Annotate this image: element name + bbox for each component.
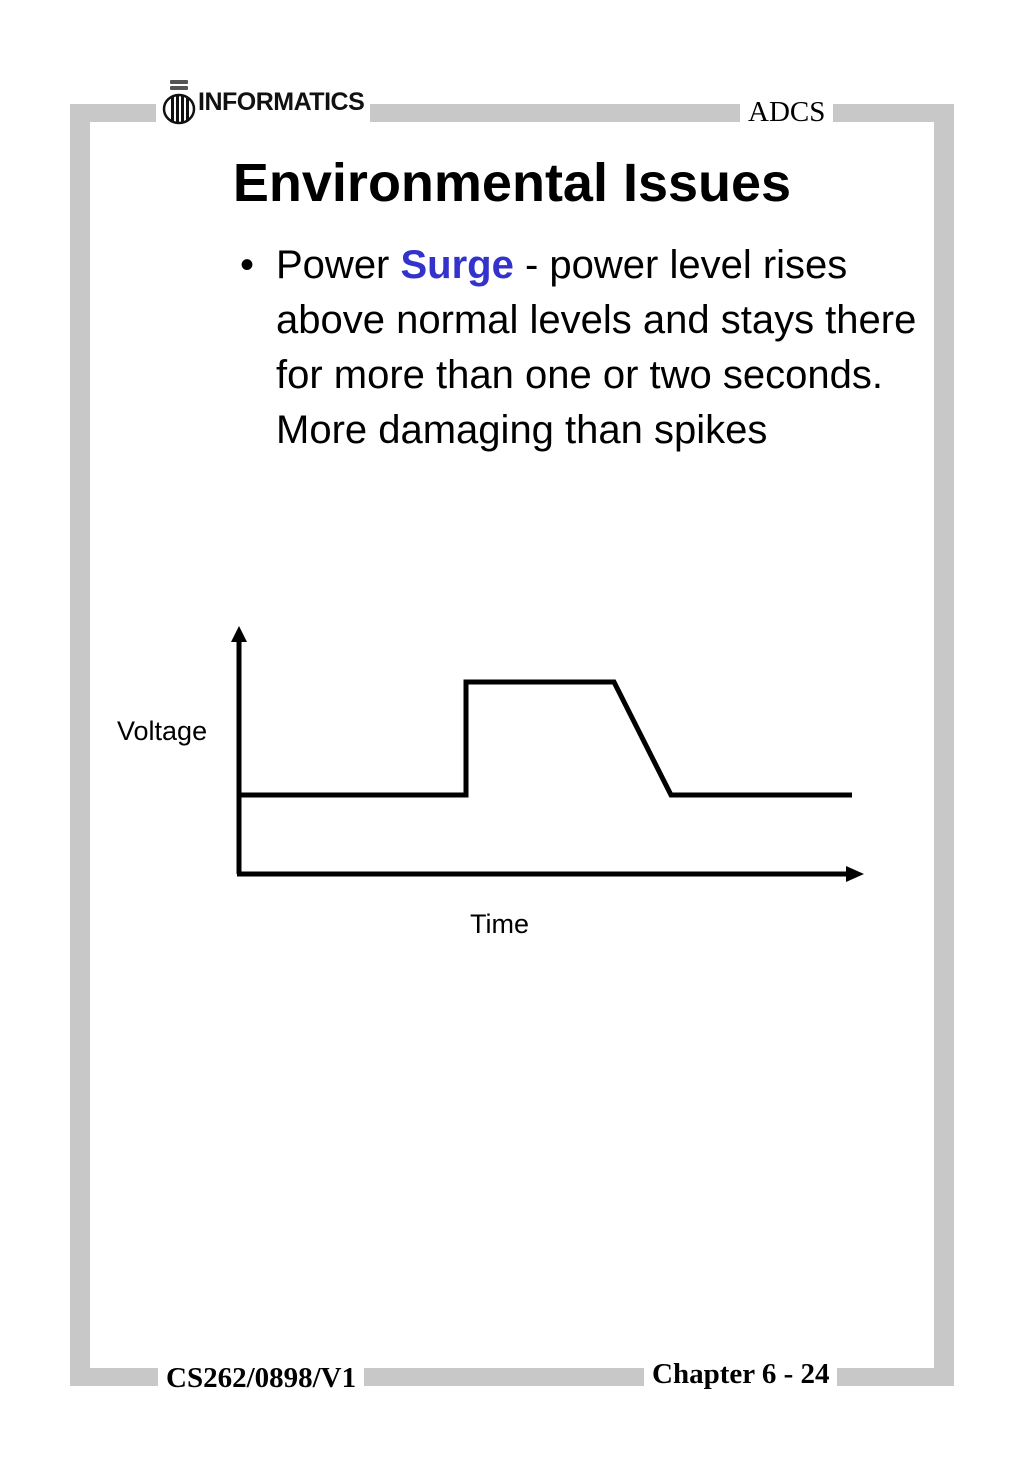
page-number: Chapter 6 - 24 [644,1356,837,1392]
bullet-dot: • [240,243,255,287]
bullet-prefix: Power [276,243,401,287]
x-axis-label: Time [470,909,529,939]
voltage-trace [241,682,852,795]
y-axis-arrowhead [231,626,247,642]
y-axis-label: Voltage [117,716,208,746]
course-code: CS262/0898/V1 [158,1360,364,1396]
course-tag: ADCS [740,94,833,130]
x-axis-arrowhead [846,866,864,882]
slide-title: Environmental Issues [232,153,792,213]
logo-text: INFORMATICS [198,87,365,116]
bullet-keyword: Surge [400,243,514,287]
bullet-description: - power level rises above normal levels and stays there for more than one or two seconds. More damaging than spikes [276,243,917,452]
